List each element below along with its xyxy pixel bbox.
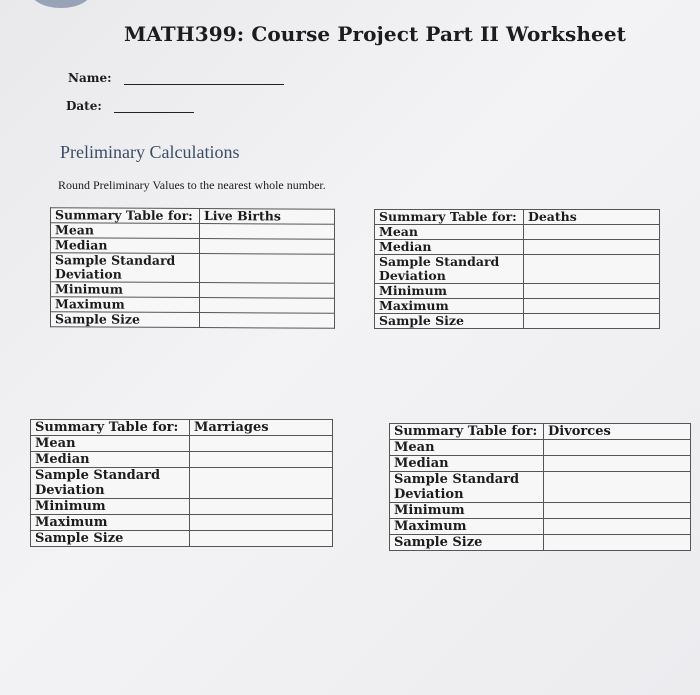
- value-cell[interactable]: [544, 440, 691, 456]
- table-header-label: Summary Table for:: [375, 210, 524, 225]
- row-label-sample-std-dev: Sample Standard Deviation: [375, 255, 524, 284]
- row-label-minimum: Minimum: [390, 503, 544, 519]
- value-cell[interactable]: [524, 284, 660, 299]
- value-cell[interactable]: [190, 436, 333, 452]
- value-cell[interactable]: [544, 472, 691, 503]
- row-label-minimum: Minimum: [31, 499, 190, 515]
- table-header-label: Summary Table for:: [51, 208, 200, 224]
- date-blank-line[interactable]: [114, 112, 194, 113]
- value-cell[interactable]: [524, 240, 660, 255]
- row-label-sample-size: Sample Size: [31, 531, 190, 547]
- row-label-mean: Mean: [31, 436, 190, 452]
- value-cell[interactable]: [190, 499, 333, 515]
- row-label-sample-std-dev: Sample Standard Deviation: [51, 253, 200, 283]
- table-topic: Marriages: [190, 420, 333, 436]
- value-cell[interactable]: [524, 299, 660, 314]
- row-label-median: Median: [375, 240, 524, 255]
- value-cell[interactable]: [544, 519, 691, 535]
- value-cell[interactable]: [190, 531, 333, 547]
- row-label-sample-size: Sample Size: [390, 535, 544, 551]
- page-title: MATH399: Course Project Part II Worksheet: [124, 22, 626, 46]
- value-cell[interactable]: [524, 314, 660, 329]
- value-cell[interactable]: [544, 503, 691, 519]
- instructions-text: Round Preliminary Values to the nearest whole number.: [58, 178, 326, 192]
- name-label: Name:: [68, 71, 112, 85]
- value-cell[interactable]: [524, 225, 660, 240]
- table-topic: Live Births: [200, 209, 335, 225]
- value-cell[interactable]: [190, 468, 333, 499]
- row-label-sample-size: Sample Size: [51, 312, 200, 328]
- value-cell[interactable]: [544, 535, 691, 551]
- value-cell[interactable]: [544, 456, 691, 472]
- table-topic: Deaths: [524, 210, 660, 225]
- row-label-maximum: Maximum: [51, 297, 200, 313]
- value-cell[interactable]: [190, 515, 333, 531]
- row-label-maximum: Maximum: [31, 515, 190, 531]
- row-label-minimum: Minimum: [51, 282, 200, 298]
- table-header-label: Summary Table for:: [31, 420, 190, 436]
- row-label-minimum: Minimum: [375, 284, 524, 299]
- summary-table-live-births: [50, 207, 335, 328]
- row-label-median: Median: [31, 452, 190, 468]
- row-label-sample-std-dev: Sample Standard Deviation: [31, 468, 190, 499]
- row-label-mean: Mean: [375, 225, 524, 240]
- value-cell[interactable]: [200, 313, 335, 329]
- logo-seal: [30, 0, 92, 8]
- row-label-maximum: Maximum: [375, 299, 524, 314]
- row-label-sample-std-dev: Sample Standard Deviation: [390, 472, 544, 503]
- value-cell[interactable]: [200, 239, 335, 255]
- summary-table-deaths: [374, 209, 660, 329]
- value-cell[interactable]: [200, 254, 335, 284]
- name-blank-line[interactable]: [124, 84, 284, 85]
- table-topic: Divorces: [544, 424, 691, 440]
- value-cell[interactable]: [200, 283, 335, 299]
- value-cell[interactable]: [524, 255, 660, 284]
- table-header-label: Summary Table for:: [390, 424, 544, 440]
- name-field: [68, 71, 284, 85]
- row-label-mean: Mean: [390, 440, 544, 456]
- row-label-median: Median: [51, 238, 200, 254]
- value-cell[interactable]: [200, 224, 335, 240]
- row-label-maximum: Maximum: [390, 519, 544, 535]
- row-label-sample-size: Sample Size: [375, 314, 524, 329]
- date-label: Date:: [66, 99, 102, 113]
- date-field: [66, 99, 194, 113]
- section-heading: Preliminary Calculations: [60, 142, 240, 162]
- value-cell[interactable]: [190, 452, 333, 468]
- summary-table-divorces: [389, 423, 691, 551]
- summary-table-marriages: [30, 419, 333, 547]
- row-label-mean: Mean: [51, 223, 200, 239]
- row-label-median: Median: [390, 456, 544, 472]
- value-cell[interactable]: [200, 298, 335, 314]
